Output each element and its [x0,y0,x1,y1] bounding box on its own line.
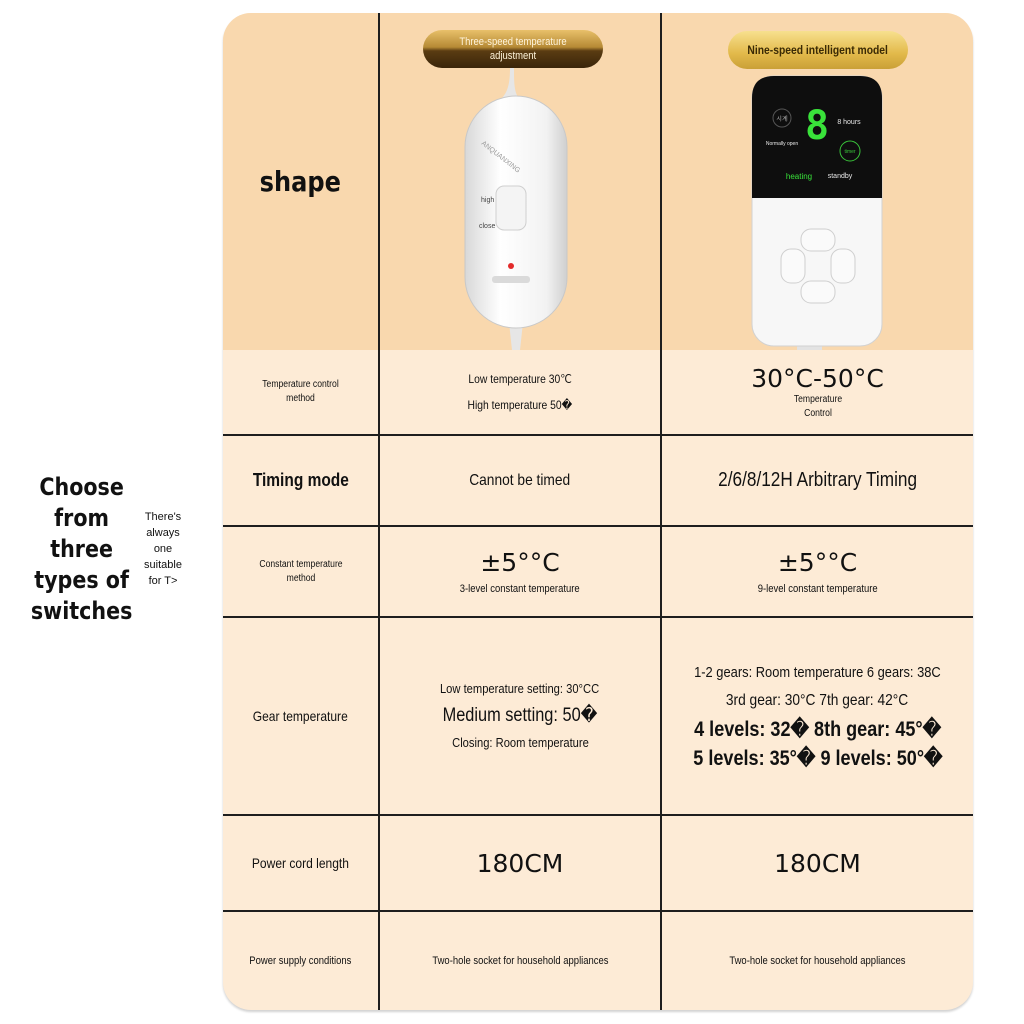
device2-heating: heating [785,172,813,181]
col1-ribbon: Three-speed temperature adjustment [423,30,603,68]
row6-col1: Two-hole socket for household appliances [431,955,609,967]
row2-col1: Cannot be timed [469,471,571,489]
col2-ribbon: Nine-speed intelligent model [728,31,908,69]
device2-timer: timer [844,149,856,155]
row6-col2: Two-hole socket for household appliances [729,955,906,967]
device1-close-label: close [479,223,496,230]
row5-col1: 180CM [476,848,564,878]
device2-up-button [801,229,835,251]
device2-left-button [781,249,805,283]
row-label-temperature-control: Temperature control method [262,379,339,404]
side-note: There's always one suitable for T> [144,511,182,587]
svg-text:ANQUANXING: ANQUANXING [479,140,522,175]
row-label-timing-mode: Timing mode [252,470,349,490]
device2-right-button [831,249,855,283]
row1-col2: 30°C-50°C Temperature Control [751,363,884,419]
device2-normally-open: Normally open [765,141,799,147]
row2-col2: 2/6/8/12H Arbitrary Timing [718,469,917,491]
side-title: Choose from three types of switches [30,473,133,625]
row1-col1: Low temperature 30℃ High temperature 50� [467,372,573,412]
device2-digit: 8 [804,103,830,149]
nine-speed-controller-image [662,68,973,350]
device2-left-top: 시계 [776,117,788,123]
shape-cell [223,13,378,350]
three-speed-controller-image [380,68,660,350]
device2-hours: 8 hours [837,119,861,126]
device1-high-label: high [481,197,495,204]
row4-col2: 1-2 gears: Room temperature 6 gears: 38C 3rd gear: 30°C 7th gear: 42°C 4 levels: 32� 8th gear: 45°� 5 levels: 35°� 9 levels: 50°� [692,664,943,770]
shape-label: shape [259,165,342,198]
row-label-power-supply: Power supply conditions [249,955,352,967]
row4-col1: Low temperature setting: 30°CC Medium setting: 50� Closing: Room temperature [440,681,600,750]
row3-col2: ±5°°C 9-level constant temperature [757,548,878,595]
row5-col2: 180CM [774,848,861,878]
device2-standby: standby [827,173,853,180]
row-label-constant-temperature: Constant temperature method [258,558,343,584]
row-label-power-cord: Power cord length [251,855,350,871]
device2-down-button [801,281,835,303]
comparison-table [223,13,973,1010]
row-label-gear-temperature: Gear temperature [252,708,349,724]
row3-col1: ±5°°C 3-level constant temperature [460,548,580,595]
